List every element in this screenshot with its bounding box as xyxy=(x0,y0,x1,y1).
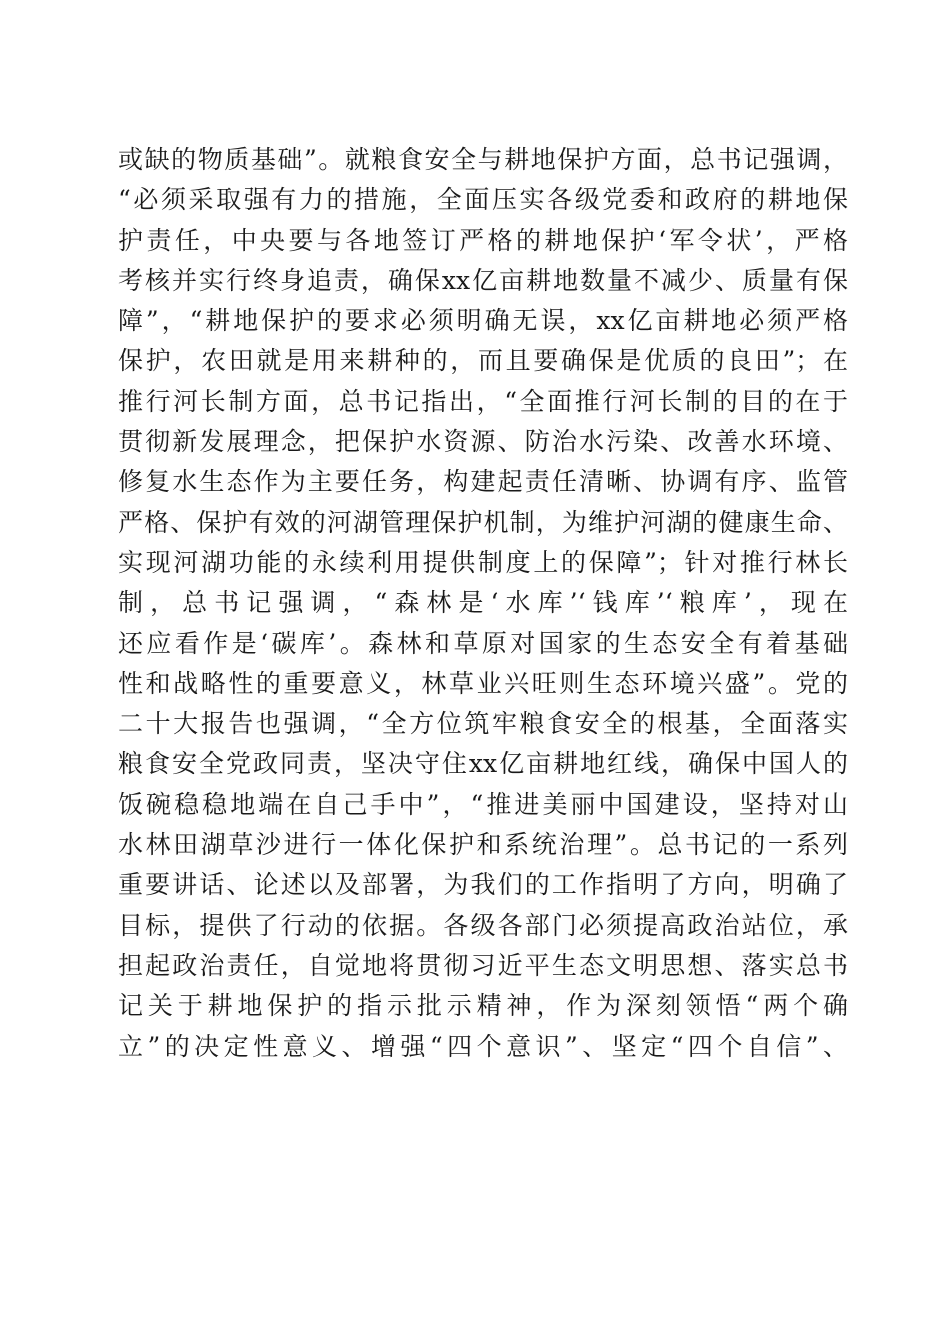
body-text xyxy=(118,140,848,1067)
text-line: 考核并实行终身追责，确保xx亿亩耕地数量不减少、质量有保 xyxy=(118,265,848,295)
text-line: 记关于耕地保护的指示批示精神，作为深刻领悟“两个确 xyxy=(118,991,848,1021)
text-line: 障”，“耕地保护的要求必须明确无误，xx亿亩耕地必须严格 xyxy=(118,306,848,336)
text-line: 二十大报告也强调，“全方位筑牢粮食安全的根基，全面落实 xyxy=(118,709,848,739)
text-line: 保护，农田就是用来耕种的，而且要确保是优质的良田”；在 xyxy=(118,346,848,376)
text-line: 水林田湖草沙进行一体化保护和系统治理”。总书记的一系列 xyxy=(118,830,848,860)
text-line: 性和战略性的重要意义，林草业兴旺则生态环境兴盛”。党的 xyxy=(118,668,848,698)
text-line: 重要讲话、论述以及部署，为我们的工作指明了方向，明确了 xyxy=(118,870,848,900)
text-line: 护责任，中央要与各地签订严格的耕地保护‘军令状’，严格 xyxy=(118,225,848,255)
text-line: 实现河湖功能的永续利用提供制度上的保障”；针对推行林长 xyxy=(118,547,848,577)
text-line: 修复水生态作为主要任务，构建起责任清晰、协调有序、监管 xyxy=(118,467,848,497)
text-line: “必须采取强有力的措施，全面压实各级党委和政府的耕地保 xyxy=(118,185,848,215)
text-line: 饭碗稳稳地端在自己手中”，“推进美丽中国建设，坚持对山 xyxy=(118,789,848,819)
text-line: 严格、保护有效的河湖管理保护机制，为维护河湖的健康生命、 xyxy=(118,507,848,537)
text-line: 或缺的物质基础”。就粮食安全与耕地保护方面，总书记强调， xyxy=(118,145,848,174)
text-line: 推行河长制方面，总书记指出，“全面推行河长制的目的在于 xyxy=(118,386,848,416)
text-line: 还应看作是‘碳库’。森林和草原对国家的生态安全有着基础 xyxy=(118,628,848,658)
text-line: 目标，提供了行动的依据。各级各部门必须提高政治站位，承 xyxy=(118,910,848,940)
text-line: 担起政治责任，自觉地将贯彻习近平生态文明思想、落实总书 xyxy=(118,950,848,980)
text-line: 立”的决定性意义、增强“四个意识”、坚定“四个自信”、 xyxy=(118,1031,848,1061)
text-line: 贯彻新发展理念，把保护水资源、防治水污染、改善水环境、 xyxy=(118,427,848,457)
text-line: 制，总书记强调，“森林是‘水库’‘钱库’‘粮库’，现在 xyxy=(118,588,848,618)
text-line: 粮食安全党政同责，坚决守住xx亿亩耕地红线，确保中国人的 xyxy=(118,749,848,779)
